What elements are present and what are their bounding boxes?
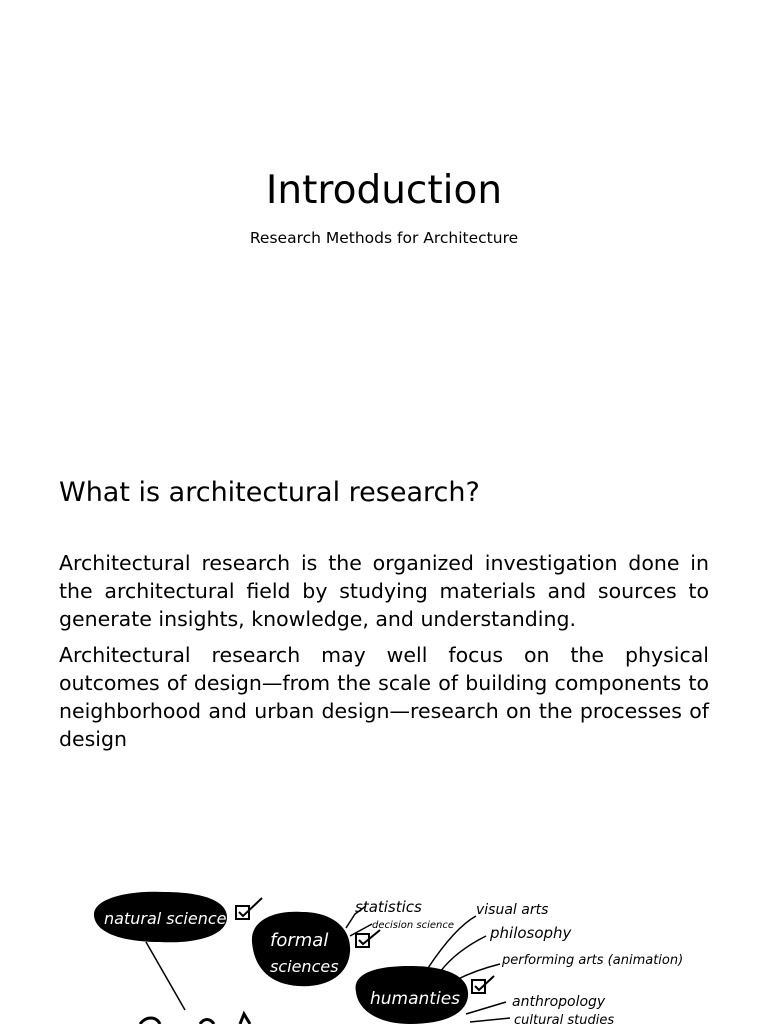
hand-drawn-sciences-diagram [0, 880, 768, 1024]
slide-title: Introduction [265, 168, 503, 213]
slide-subtitle: Research Methods for Architecture [249, 229, 519, 247]
formal-item-statistics: statistics [355, 898, 422, 916]
humanities-item-anthropology: anthropology [512, 994, 606, 1010]
humanities-item-philosophy: philosophy [490, 924, 572, 942]
formal-sciences-label-line1: formal [270, 930, 329, 951]
formal-sciences-label-line2: sciences [270, 957, 339, 976]
paragraph-focus: Architectural research may well focus on the physical outcomes of design—from the scale of building components to neighborhood and urban design—research on the processes of design [59, 643, 709, 751]
humanities-item-performing-arts: performing arts (animation) [502, 953, 684, 968]
humanities-item-visual-arts: visual arts [476, 902, 549, 918]
natural-sciences-label: natural sciences [104, 909, 235, 928]
section-heading: What is architectural research? [59, 477, 480, 508]
humanities-item-cultural-studies: cultural studies [514, 1013, 615, 1024]
humanities-label: humanties [370, 989, 461, 1009]
formal-item-decision-science: decision science [372, 920, 455, 931]
paragraph-definition: Architectural research is the organized investigation done in the architectural field by studying materials and sources to generate insights, knowledge, and understanding. [59, 551, 709, 631]
